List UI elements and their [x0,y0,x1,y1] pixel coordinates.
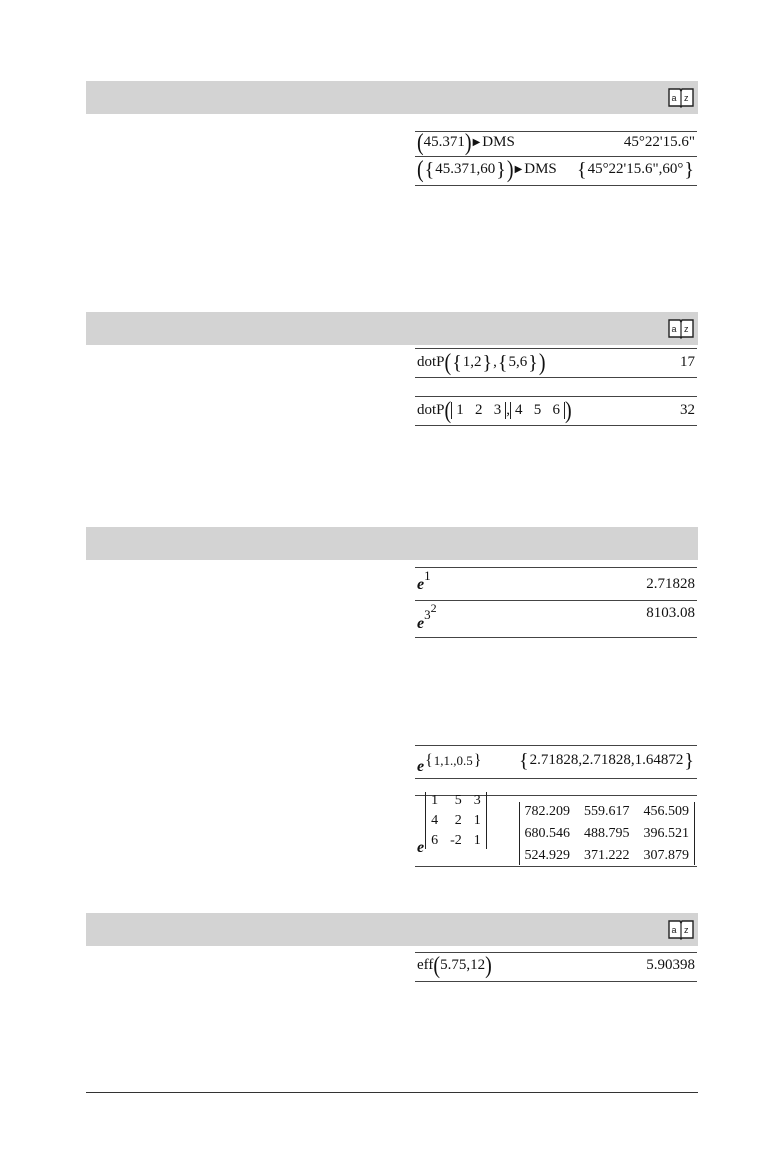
example-result: 45°22'15.6",60° [587,161,684,177]
svg-text:a: a [671,925,677,935]
function-name: dotP [417,354,445,370]
example-row [415,567,697,600]
section-header-dms [86,81,698,114]
example-arg: 1,2 [462,354,482,370]
function-name: dotP [417,402,445,418]
section-header-dotp [86,312,698,345]
example-row: eff ( 5.75,12 ) 5.90398 [415,952,697,982]
example-row: ( 45.371 ) ▶ DMS 45°22'15.6" [417,129,695,156]
dms-examples [415,131,697,186]
dotp-examples [415,348,697,426]
e-base: e [417,576,425,593]
svg-text:a: a [671,324,677,334]
eff-examples [415,952,697,982]
exponent: 3 [424,607,431,622]
example-result: 32 [680,402,695,418]
catalog-book-icon [668,86,694,108]
example-row [415,795,697,867]
example-arg: 5,6 [508,354,528,370]
example-arg: 5.75,12 [440,957,486,973]
example-result: 17 [680,354,695,370]
exp-examples-top [415,567,697,638]
exp-examples-bottom [415,745,697,867]
catalog-book-icon [668,317,694,339]
function-name: eff [417,957,434,973]
example-result: 2.71828 [646,576,695,592]
example-input: 45.371,60 [435,161,496,177]
dms-operator: DMS [482,134,515,150]
example-result: 8103.08 [646,605,695,621]
example-row: ( { 45.371,60 } ) ▶ DMS { 45°22'15.6",60° } [415,156,697,186]
exponent-power: 2 [430,600,437,615]
section-header-exp [86,527,698,560]
e-base: e [417,758,425,775]
example-row [415,600,697,638]
example-row: e { 1,1.,0.5 } { 2.71828,2.71828,1.64872 } [415,745,697,779]
section-header-eff [86,913,698,946]
example-result: 2.71828,2.71828,1.64872 [529,752,684,768]
matrix-result: 782.209 559.617 456.509 680.546 488.795 396.521 524.929 371.222 307.879 [519,802,696,865]
svg-text:a: a [671,93,677,103]
footer-rule [86,1092,698,1093]
dms-operator: DMS [524,161,557,177]
example-row: dotP ( 1 2 3 , 4 5 6 ) 32 [415,396,697,426]
example-result: 5.90398 [646,957,695,973]
example-input: 45.371 [423,134,465,150]
exponent: 1 [424,568,431,583]
e-base: e [417,615,425,632]
svg-text:z: z [684,93,689,103]
matrix-input: 1 5 3 4 2 1 6 -2 1 [425,792,487,849]
svg-text:z: z [684,925,689,935]
svg-text:z: z [684,324,689,334]
example-row: dotP ( { 1,2 } , { 5,6 } ) 17 [415,348,697,378]
vector-b: 4 5 6 [510,402,565,419]
vector-a: 1 2 3 [451,402,506,419]
example-result: 45°22'15.6" [623,134,695,150]
exponent: 1,1.,0.5 [433,753,473,768]
catalog-book-icon [668,918,694,940]
e-base: e [417,839,425,856]
